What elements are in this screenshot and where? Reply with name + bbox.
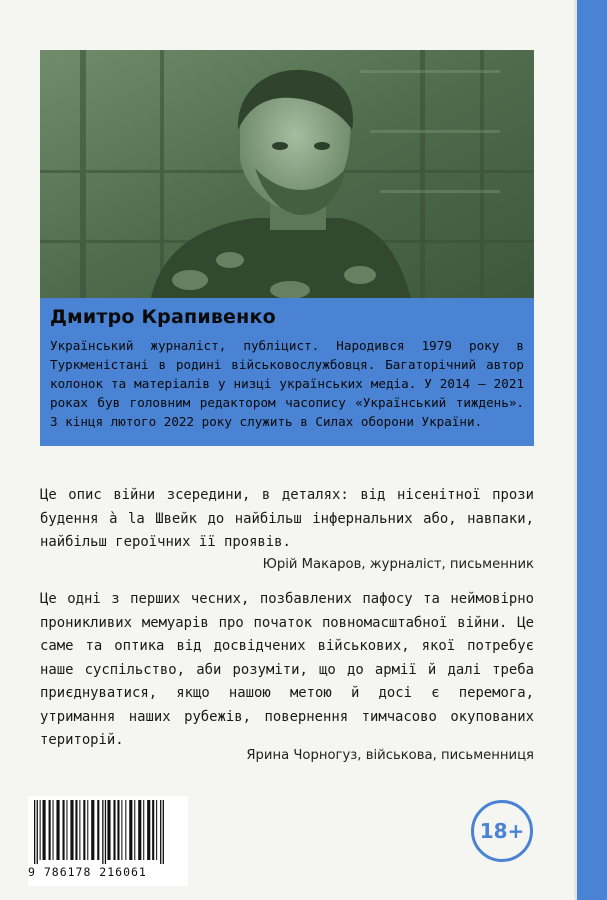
- barcode-bars: [28, 796, 188, 866]
- isbn-number: 9 786178 216061: [28, 865, 147, 879]
- spine-stripe: [577, 0, 607, 900]
- author-photo: [40, 50, 534, 302]
- review-quote-2: Це одні з перших чесних, позбавлених пафосу та неймовірно проникливих мемуарів про початок повномасштабної війни. Це саме та оптика від досвідчених військових, якої потребує наше суспільство, аби розуміти, що до армії й далі треба приєднуватися, якщо нашою метою й досі є перемога, утримання наших рубежів, повернення тимчасово окупованих територій.: [40, 591, 534, 748]
- age-rating-badge: 18+: [471, 800, 533, 862]
- isbn-barcode: [28, 796, 188, 886]
- author-name: Дмитро Крапивенко: [50, 306, 276, 328]
- author-bio: Український журналіст, публіцист. Народився 1979 року в Туркменістані в родині військовослужбовця. Багаторічний автор колонок та матеріалів у низці українських медіа. У 2014 – 2021 роках був головним редактором часопису «Український тиждень». З кінця лютого 2022 року служить в Силах оборони України.: [50, 338, 524, 429]
- review-attribution-2: Ярина Чорногуз, військова, письменниця: [246, 748, 534, 763]
- author-bio-box: [40, 298, 534, 446]
- review-attribution-1: Юрій Макаров, журналіст, письменник: [262, 557, 534, 572]
- review-quote-1: Це опис війни зсередини, в деталях: від нісенітної прози будення à la Швейк до найбільш інфернальних або, навпаки, найбільш героїчних її проявів.: [40, 487, 534, 550]
